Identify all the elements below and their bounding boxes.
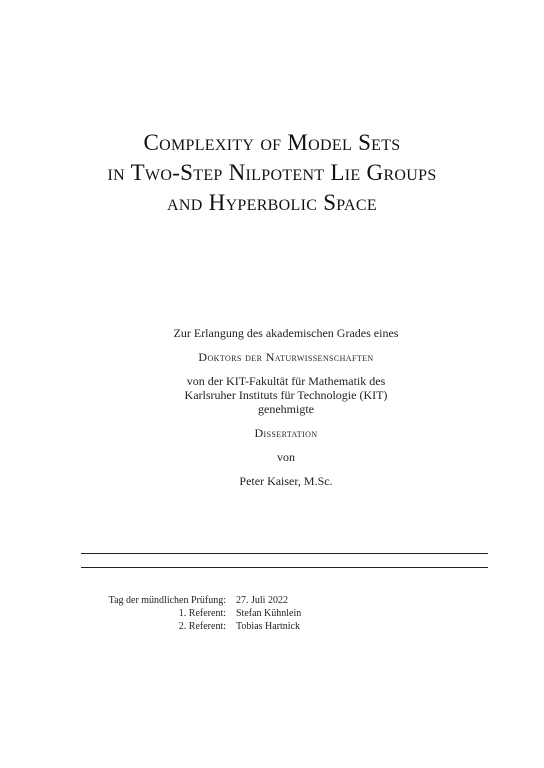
purpose-text: Zur Erlangung des akademischen Grades eines [173,326,399,340]
examination-details [0,594,544,633]
thesis-title-line-2: in Two-Step Nilpotent Lie Groups [107,160,437,185]
horizontal-rule-top [81,553,488,554]
thesis-title-line-3: and Hyperbolic Space [167,190,377,215]
horizontal-rule-bottom [81,567,488,568]
exam-row [0,594,544,607]
referee-1-label: 1. Referent: [178,608,226,619]
exam-date-label: Tag der mündlichen Prüfung: [108,595,226,606]
thesis-title-line-1: Complexity of Model Sets [143,130,401,155]
author-name: Peter Kaiser, M.Sc. [239,474,333,488]
faculty-line-3: genehmigte [258,402,314,416]
faculty-line-2: Karlsruher Instituts für Technologie (KIT) [184,388,388,402]
thesis-title [0,128,544,218]
exam-row [0,607,544,620]
referee-1-name: Stefan Kühnlein [236,608,302,619]
faculty-line-1: von der KIT-Fakultät für Mathematik des [186,374,386,388]
degree-info [0,326,544,488]
referee-2-name: Tobias Hartnick [236,621,301,632]
document-type: Dissertation [254,426,318,440]
exam-row [0,620,544,633]
by-text: von [277,450,295,464]
exam-date-value: 27. Juli 2022 [236,595,288,606]
degree-name: Doktors der Naturwissenschaften [198,350,374,364]
referee-2-label: 2. Referent: [178,621,226,632]
